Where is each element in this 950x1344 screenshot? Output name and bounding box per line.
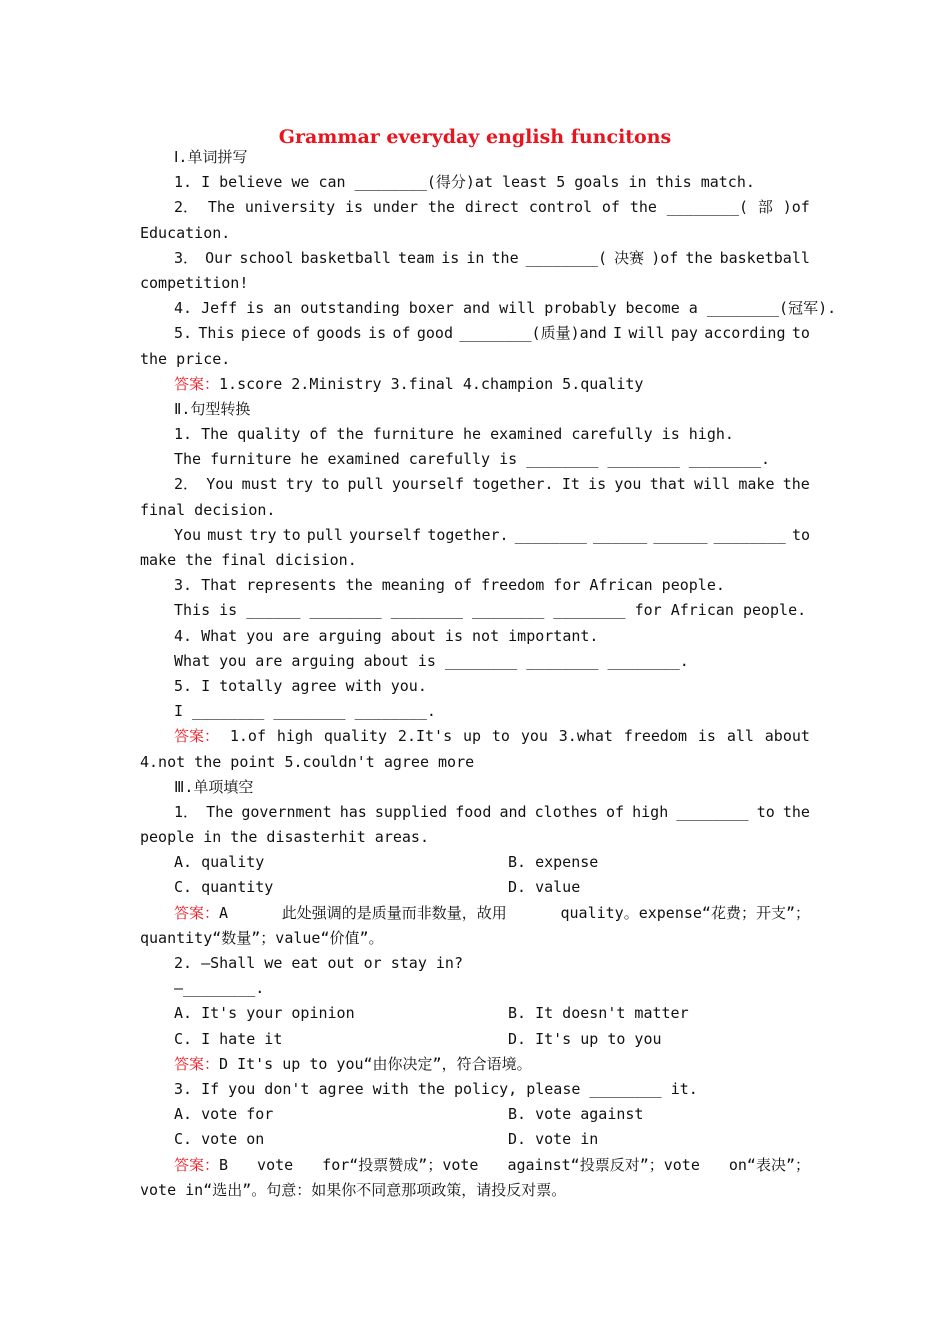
s1-question-3-line-1: 3． Our school basketball team is in the ________( 决赛 )of the basketball (174, 248, 810, 267)
s3-q1-options-row-1 (140, 850, 810, 875)
section-3-heading: Ⅲ.单项填空 (174, 777, 254, 796)
s2-question-2-line-1: 2． You must try to pull yourself together. It is you that will make the (174, 475, 810, 494)
s2-question-3-line-1: 3. That represents the meaning of freedom for African people. (174, 576, 725, 595)
answer-label: 答案： (174, 1054, 220, 1073)
s2-question-3-line-2: This is ______ ________ ________ ________ ________ for African people. (174, 601, 807, 620)
answer-label: 答案： (174, 1155, 220, 1174)
option-a: A. vote for (174, 1105, 274, 1124)
section-2-heading: Ⅱ.句型转换 (174, 399, 251, 418)
s3-question-2-line-2: —________. (174, 979, 265, 998)
s2-question-2-line-2: final decision. (140, 500, 276, 519)
s1-question-3-line-2: competition! (140, 273, 249, 292)
option-c: C. vote on (174, 1130, 265, 1149)
s3-q3-options-row-2 (140, 1127, 810, 1152)
s2-answer-line-2: 4.not the point 5.couldn't agree more (140, 752, 475, 771)
s3-q3-answer-line-1: 答案：B vote for“投票赞成”；vote against“投票反对”；vote on“表决”； (174, 1155, 810, 1174)
s3-question-2-line-1: 2. —Shall we eat out or stay in? (174, 954, 463, 972)
s3-question-3: 3. If you don't agree with the policy, please ________ it. (174, 1079, 698, 1098)
s1-question-1: 1. I believe we can ________(得分)at least 5 goals in this match. (174, 173, 755, 192)
section-1-heading: Ⅰ.单词拼写 (174, 148, 248, 166)
answer-label: 答案： (174, 374, 220, 393)
s3-q1-options-row-2 (140, 875, 810, 900)
option-b: B. vote against (508, 1105, 644, 1124)
s1-question-4: 4. Jeff is an outstanding boxer and will probably become a ________(冠军). (174, 299, 837, 318)
option-c: C. quantity (174, 878, 274, 897)
s2-question-4-line-2: What you are arguing about is ________ ________ ________. (174, 651, 689, 670)
s2-question-5-line-2: I ________ ________ ________. (174, 702, 436, 721)
s3-question-1-line-2: people in the disasterhit areas. (140, 828, 429, 847)
s2-question-4-line-1: 4. What you are arguing about is not important. (174, 626, 599, 645)
s1-question-2-line-2: Education. (140, 223, 231, 242)
option-c: C. I hate it (174, 1029, 283, 1048)
page-title: Grammar everyday english funcitons (278, 126, 672, 148)
s1-answer (140, 372, 810, 397)
s1-question-2-line-1: 2． The university is under the direct control of the ________( 部 )of (174, 198, 810, 217)
s2-question-1-line-1: 1. The quality of the furniture he examined carefully is high. (174, 425, 734, 444)
s3-q1-answer-line-1: 答案：A 此处强调的是质量而非数量，故用 quality。expense“花费；开支”； (174, 903, 810, 922)
s3-q2-options-row-1 (140, 1001, 810, 1026)
option-a: A. quality (174, 853, 265, 872)
s2-question-1-line-2: The furniture he examined carefully is ________ ________ ________. (174, 450, 771, 469)
option-d: D. It's up to you (508, 1029, 662, 1048)
option-b: B. expense (508, 853, 599, 872)
s1-question-5-line-2: the price. (140, 349, 231, 368)
exercise-content (140, 145, 837, 1203)
answer-label: 答案： (174, 727, 220, 746)
s3-question-1-line-1: 1． The government has supplied food and clothes of high ________ to the (174, 802, 810, 821)
s2-answer-line-1: 答案： 1.of high quality 2.It's up to you 3.what freedom is all about (140, 724, 810, 749)
s3-q2-answer: 答案：D It's up to you“由你决定”，符合语境。 (174, 1054, 532, 1073)
option-d: D. value (508, 878, 581, 897)
answer-text: 1.score 2.Ministry 3.final 4.champion 5.quality (219, 374, 644, 393)
s2-question-2-line-3: You must try to pull yourself together. ________ ______ ______ ________ to (174, 525, 810, 544)
s3-q3-answer-line-2: vote in“选出”。句意：如果你不同意那项政策，请投反对票。 (140, 1180, 567, 1199)
s3-q3-options-row-1 (140, 1102, 810, 1127)
s1-question-5-line-1: 5. This piece of goods is of good ________(质量)and I will pay according to (174, 324, 810, 343)
s2-question-5-line-1: 5. I totally agree with you. (174, 676, 427, 695)
option-b: B. It doesn't matter (508, 1004, 689, 1023)
s2-question-2-line-4: make the final dicision. (140, 551, 357, 569)
s3-q1-answer-line-2: quantity“数量”；value“价值”。 (140, 928, 384, 947)
answer-label: 答案： (174, 903, 220, 922)
s3-q2-options-row-2 (140, 1027, 810, 1052)
option-d: D. vote in (508, 1130, 599, 1149)
option-a: A. It's your opinion (174, 1004, 355, 1023)
